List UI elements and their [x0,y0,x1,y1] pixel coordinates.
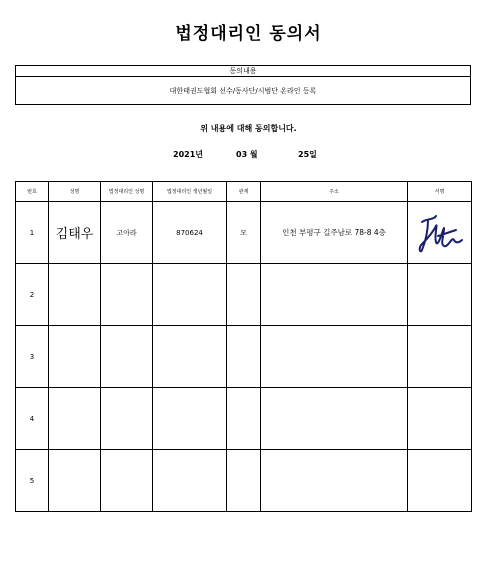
address [261,450,408,512]
date-year: 2021년 [173,150,203,159]
address [261,388,408,450]
header-address: 주소 [261,182,408,202]
table-row [16,450,472,512]
header-number: 번호 [16,182,49,202]
guardian-name [101,450,153,512]
address [261,326,408,388]
table-row [16,264,472,326]
guardian-name: 고아라 [101,202,153,264]
signature-image [414,210,466,256]
header-guardian-birthdate: 법정대리인 생년월일 [153,182,227,202]
guardian-birthdate [153,326,227,388]
guardian-birthdate [153,388,227,450]
agree-statement: 위 내용에 대해 동의합니다. [200,124,297,133]
member-name [49,388,101,450]
guardian-name [101,388,153,450]
member-name [49,450,101,512]
signature-cell [408,264,472,326]
relation [227,450,261,512]
consent-table [15,65,471,105]
signature-cell [408,388,472,450]
header-name: 성명 [49,182,101,202]
relation: 모 [227,202,261,264]
table-row [16,326,472,388]
table-row [16,202,472,264]
guardian-birthdate [153,450,227,512]
row-number: 1 [16,202,49,264]
row-number: 4 [16,388,49,450]
signature-cell [408,326,472,388]
relation [227,388,261,450]
document-title: 법정대리인 동의서 [175,24,322,44]
date-month: 03 월 [236,150,258,159]
address: 인천 부평구 길주남로 78-8 4층 [261,202,408,264]
date-day: 25일 [298,150,317,159]
relation [227,326,261,388]
signature-cell [408,450,472,512]
guardian-table [15,181,472,512]
header-row [16,182,472,202]
guardian-name [101,264,153,326]
header-signature: 서명 [408,182,472,202]
guardian-name [101,326,153,388]
table-row [16,388,472,450]
address [261,264,408,326]
consent-content: 대한태권도협회 선수/동사단/시범단 온라인 등록 [16,77,471,105]
row-number: 2 [16,264,49,326]
header-guardian-name: 법정대리인 성명 [101,182,153,202]
header-relation: 관계 [227,182,261,202]
row-number: 5 [16,450,49,512]
member-name [49,264,101,326]
consent-header: 동의내용 [16,66,471,77]
row-number: 3 [16,326,49,388]
guardian-birthdate [153,264,227,326]
member-name: 김태우 [49,202,101,264]
guardian-birthdate: 870624 [153,202,227,264]
member-name [49,326,101,388]
signature-cell [408,202,472,264]
relation [227,264,261,326]
